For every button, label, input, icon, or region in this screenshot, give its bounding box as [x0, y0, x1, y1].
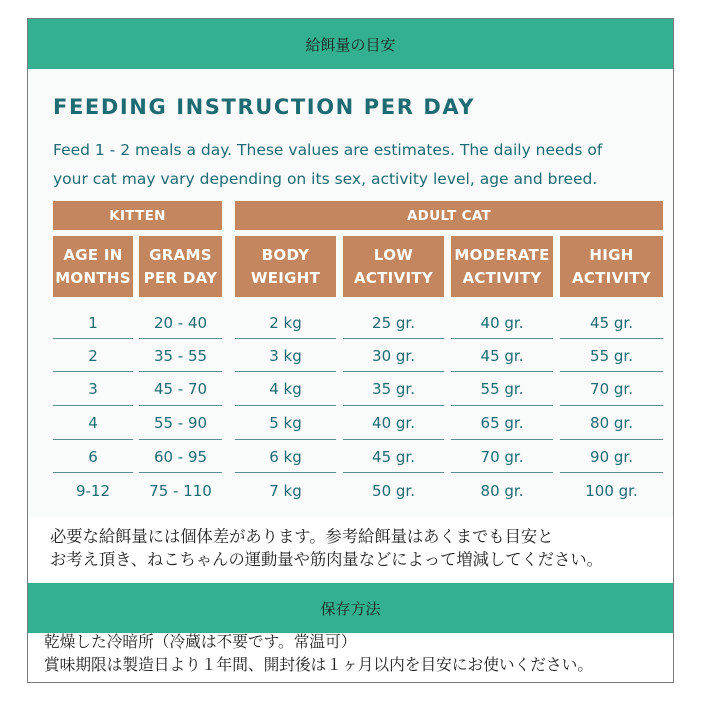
table-cell-moderate-activity: 45 gr.	[480, 347, 524, 365]
table-cell-low-activity: 45 gr.	[372, 448, 415, 466]
row-divider	[139, 338, 222, 339]
row-divider	[451, 405, 553, 406]
table-cell-body-weight: 3 kg	[269, 347, 302, 365]
table-cell-body-weight: 7 kg	[269, 482, 302, 500]
table-cell-body-weight: 4 kg	[269, 380, 302, 398]
column-header-line: GRAMS	[149, 245, 212, 264]
column-header-line: MONTHS	[55, 268, 131, 287]
feeding-instruction-title: FEEDING INSTRUCTION PER DAY	[53, 95, 476, 119]
column-header-line: HIGH	[589, 245, 634, 264]
adult-cat-group-header	[235, 201, 663, 230]
row-divider	[139, 439, 222, 440]
kitten-group-label: KITTEN	[109, 207, 166, 224]
row-divider	[235, 405, 336, 406]
storage-method-text	[44, 630, 684, 676]
storage-method-header	[28, 583, 673, 633]
row-divider	[343, 338, 444, 339]
table-cell-moderate-activity: 80 gr.	[480, 482, 524, 500]
kitten-group-header	[53, 201, 222, 230]
feeding-amount-note	[50, 525, 680, 571]
column-header-line: ACTIVITY	[353, 268, 434, 287]
column-header-line: MODERATE	[454, 245, 550, 264]
intro-line: your cat may vary depending on its sex, activity level, age and breed.	[53, 170, 598, 188]
column-header-moderate-activity	[451, 236, 553, 297]
column-header-line: ACTIVITY	[571, 268, 652, 287]
row-divider	[139, 472, 222, 473]
row-divider	[53, 439, 133, 440]
feeding-guide-title: 給餌量の目安	[305, 35, 396, 54]
column-header-line: BODY	[261, 245, 310, 264]
table-cell-grams: 55 - 90	[153, 414, 208, 432]
row-divider	[235, 439, 336, 440]
row-divider	[343, 439, 444, 440]
table-cell-high-activity: 80 gr.	[590, 414, 633, 432]
table-cell-high-activity: 45 gr.	[590, 314, 633, 332]
table-cell-moderate-activity: 40 gr.	[480, 314, 524, 332]
intro-line: Feed 1 - 2 meals a day. These values are estimates. The daily needs of	[53, 141, 603, 159]
table-cell-body-weight: 5 kg	[269, 414, 302, 432]
table-cell-body-weight: 6 kg	[269, 448, 302, 466]
row-divider	[560, 371, 663, 372]
storage-line: 乾燥した冷暗所（冷蔵は不要です。常温可）	[44, 632, 357, 651]
row-divider	[139, 405, 222, 406]
table-cell-age: 9-12	[75, 482, 111, 500]
note-line: 必要な給餌量には個体差があります。参考給餌量はあくまでも目安と	[50, 527, 554, 546]
row-divider	[139, 371, 222, 372]
row-divider	[53, 371, 133, 372]
feeding-intro-text	[53, 136, 653, 194]
row-divider	[235, 371, 336, 372]
table-cell-grams: 20 - 40	[153, 314, 208, 332]
table-cell-moderate-activity: 55 gr.	[480, 380, 524, 398]
feeding-guide-header	[28, 19, 673, 69]
column-header-line: LOW	[373, 245, 414, 264]
table-cell-high-activity: 100 gr.	[585, 482, 638, 500]
note-line: お考え頂き、ねこちゃんの運動量や筋肉量などによって増減してください。	[50, 550, 603, 569]
column-header-grams	[139, 236, 222, 297]
table-cell-low-activity: 35 gr.	[372, 380, 415, 398]
table-cell-age: 1	[88, 314, 98, 332]
row-divider	[560, 472, 663, 473]
row-divider	[53, 405, 133, 406]
table-cell-age: 3	[88, 380, 98, 398]
row-divider	[343, 405, 444, 406]
row-divider	[451, 439, 553, 440]
table-cell-high-activity: 55 gr.	[590, 347, 633, 365]
table-cell-grams: 60 - 95	[153, 448, 208, 466]
table-cell-moderate-activity: 65 gr.	[480, 414, 524, 432]
table-cell-age: 4	[88, 414, 98, 432]
table-cell-high-activity: 70 gr.	[590, 380, 633, 398]
row-divider	[235, 338, 336, 339]
table-cell-moderate-activity: 70 gr.	[480, 448, 524, 466]
column-header-line: ACTIVITY	[462, 268, 542, 287]
row-divider	[343, 472, 444, 473]
table-cell-grams: 75 - 110	[149, 482, 212, 500]
column-header-line: PER DAY	[143, 268, 218, 287]
row-divider	[560, 439, 663, 440]
row-divider	[560, 338, 663, 339]
storage-line: 賞味期限は製造日より１年間、開封後は１ヶ月以内を目安にお使いください。	[44, 655, 594, 674]
adult-cat-group-label: ADULT CAT	[406, 207, 492, 224]
table-cell-low-activity: 25 gr.	[372, 314, 415, 332]
table-cell-age: 2	[88, 347, 98, 365]
row-divider	[53, 472, 133, 473]
table-cell-low-activity: 50 gr.	[372, 482, 415, 500]
table-cell-age: 6	[88, 448, 98, 466]
row-divider	[451, 338, 553, 339]
column-header-age	[53, 236, 133, 297]
column-header-high-activity	[560, 236, 663, 297]
row-divider	[235, 472, 336, 473]
table-cell-low-activity: 30 gr.	[372, 347, 415, 365]
row-divider	[343, 371, 444, 372]
column-header-low-activity	[343, 236, 444, 297]
table-cell-high-activity: 90 gr.	[590, 448, 633, 466]
row-divider	[560, 405, 663, 406]
row-divider	[53, 338, 133, 339]
column-header-line: AGE IN	[63, 245, 123, 264]
table-cell-grams: 45 - 70	[153, 380, 208, 398]
table-cell-body-weight: 2 kg	[269, 314, 302, 332]
row-divider	[451, 371, 553, 372]
row-divider	[451, 472, 553, 473]
table-cell-grams: 35 - 55	[153, 347, 208, 365]
storage-method-title: 保存方法	[320, 599, 381, 618]
column-header-line: WEIGHT	[250, 268, 321, 287]
column-header-body-weight	[235, 236, 336, 297]
table-cell-low-activity: 40 gr.	[372, 414, 415, 432]
